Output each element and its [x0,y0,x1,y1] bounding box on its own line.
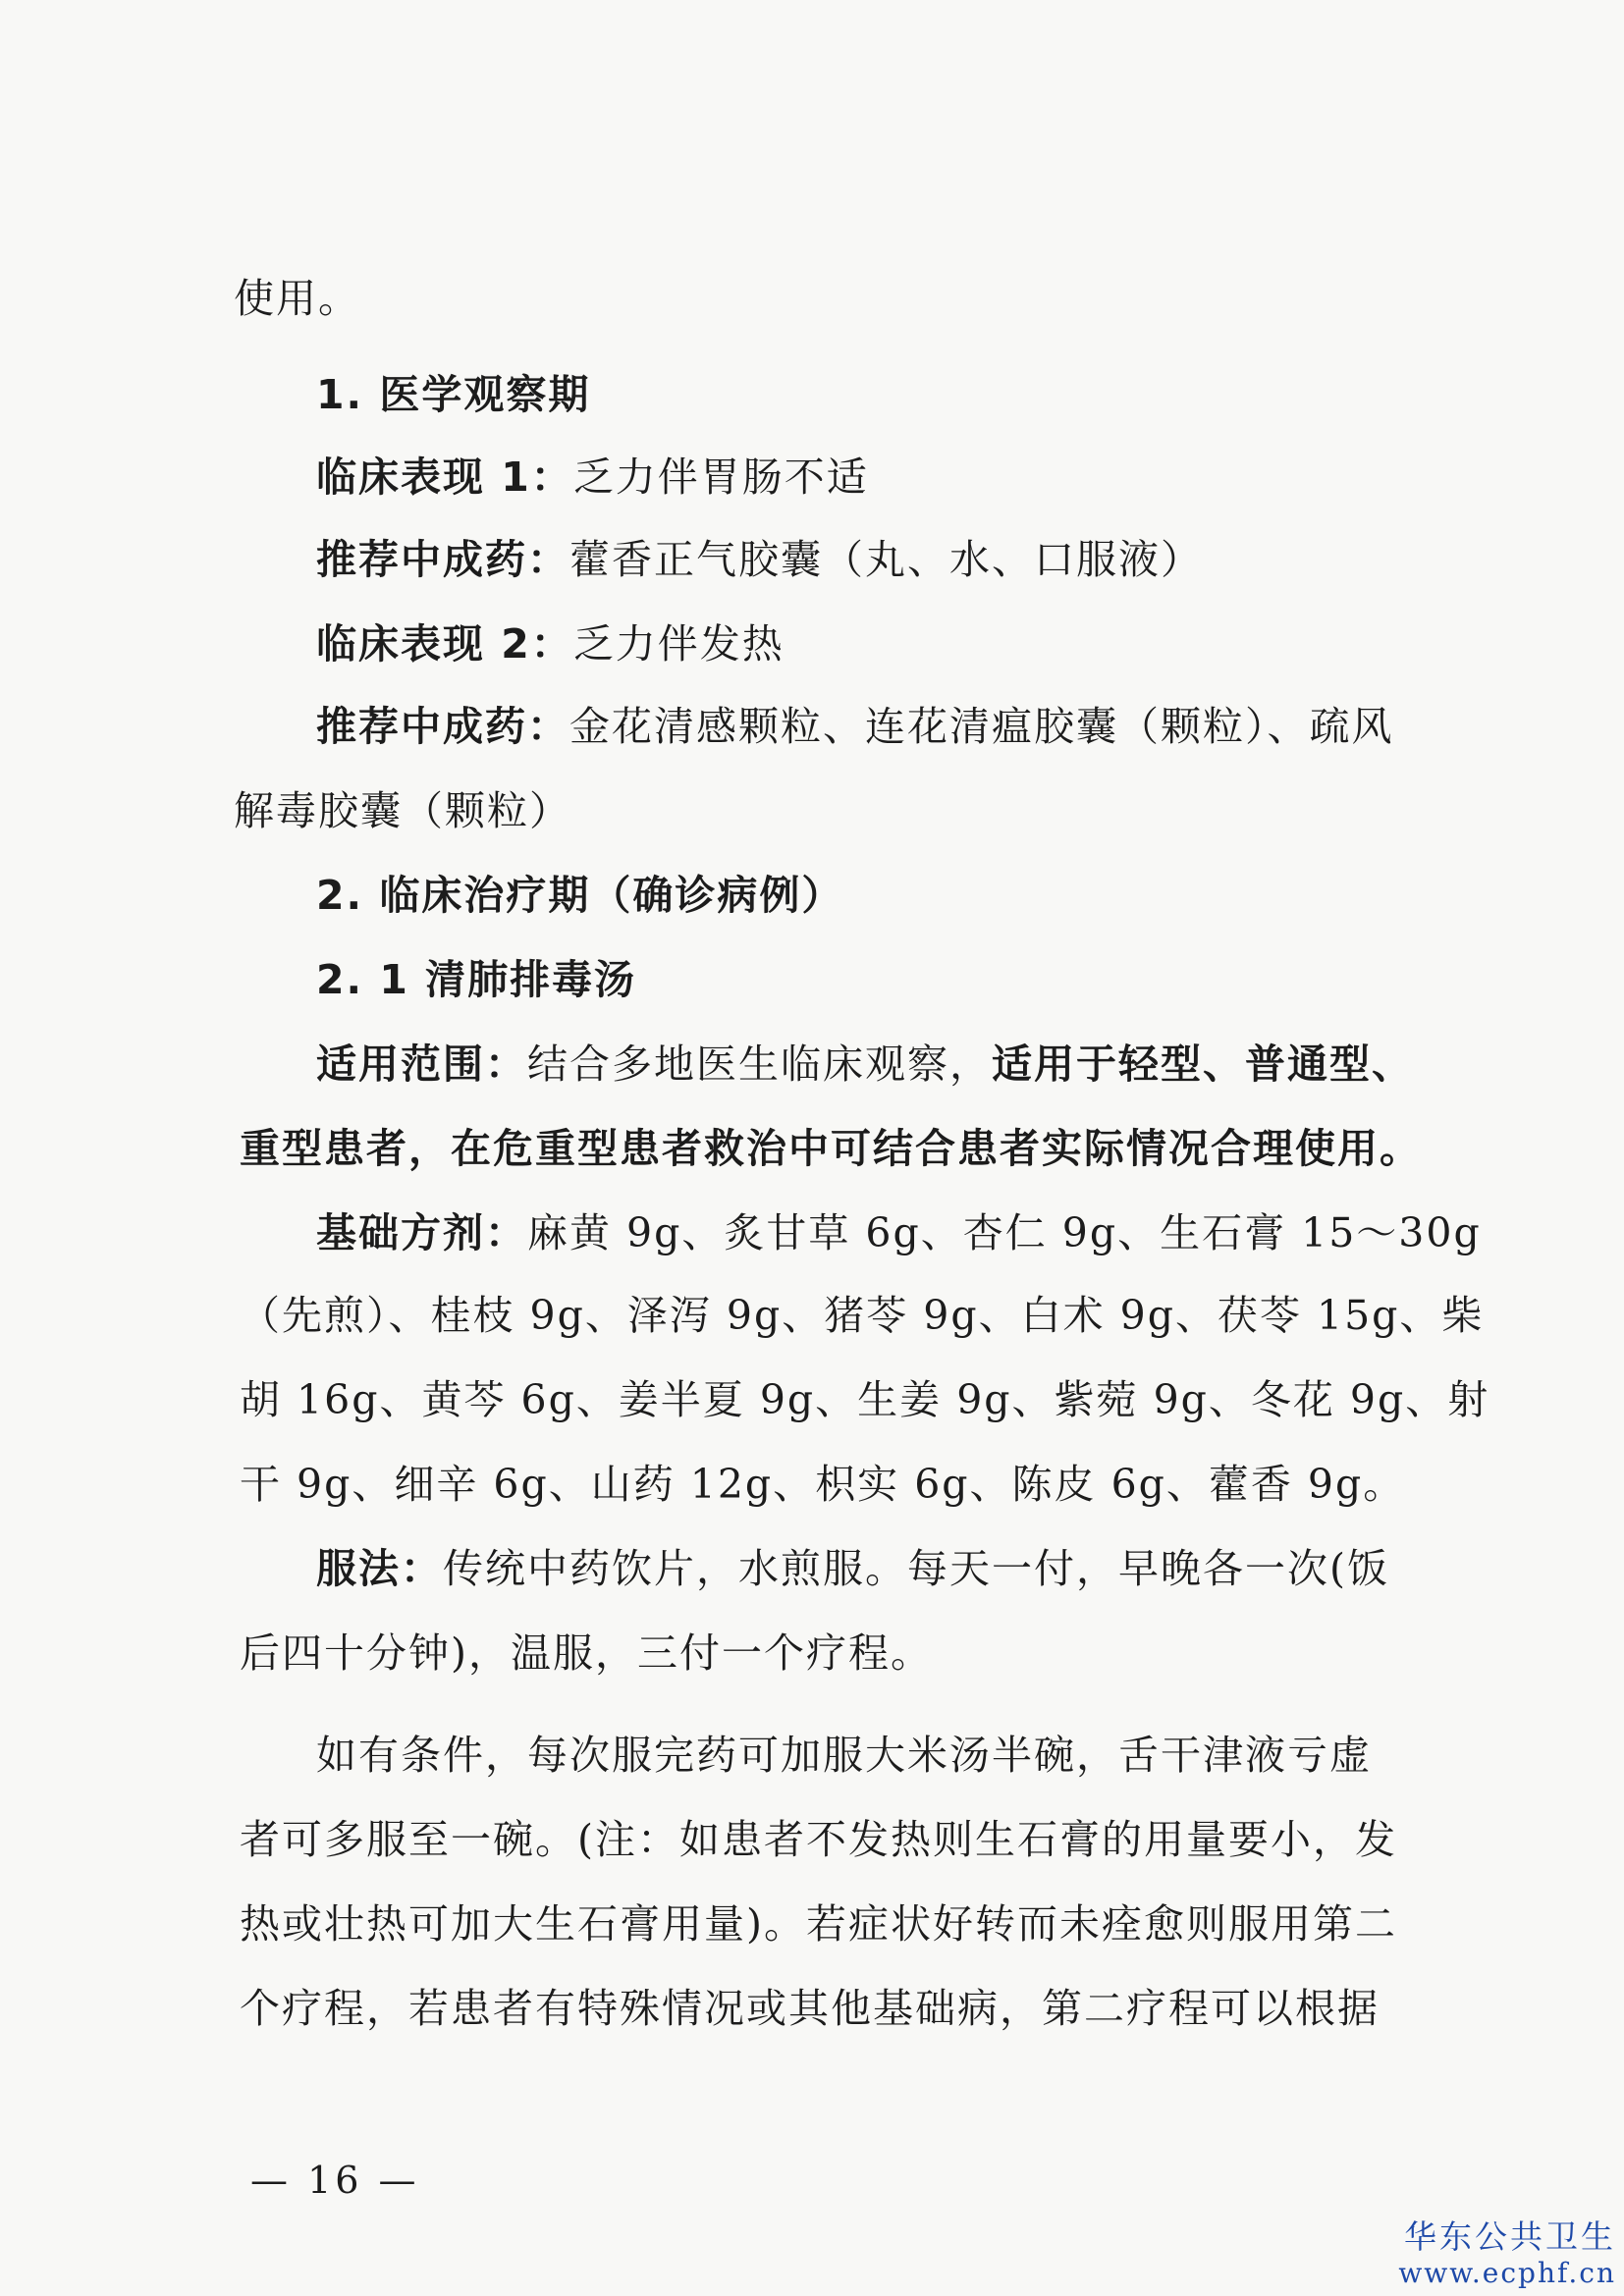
clinical-manifestation-1 [316,450,869,505]
text-scope-bold: 适用于轻型、普通型、 [992,1041,1414,1088]
text-clinical-2: 乏力伴发热 [572,620,785,667]
text-line-21: 个疗程，若患者有特殊情况或其他基础病，第二疗程可以根据 [240,1985,1380,2032]
label-clinical-1: 临床表现 1： [316,454,573,501]
formula-line-2 [240,1288,1484,1343]
label-recommended-1: 推荐中成药： [316,536,569,583]
formula-line-4 [240,1457,1405,1512]
paragraph-notes-4 [240,1981,1380,2036]
scope-of-application [316,1037,1414,1092]
label-administration: 服法： [316,1545,443,1592]
text-line-19: 者可多服至一碗。(注：如患者不发热则生石膏的用量要小，发 [240,1816,1397,1863]
paragraph-notes-1 [316,1728,1372,1783]
heading-medical-observation: 1. 医学观察期 [316,371,591,418]
text-line-18: 如有条件，每次服完药可加服大米汤半碗，舌干津液亏虚 [316,1732,1372,1779]
paragraph-notes-2 [240,1812,1397,1867]
watermark-url[interactable]: www.ecphf.cn [1398,2257,1616,2289]
text-line-15: 干 9g、细辛 6g、山药 12g、枳实 6g、陈皮 6g、藿香 9g。 [240,1461,1406,1508]
text-recommended-2: 金花清感颗粒、连花清瘟胶囊（颗粒）、疏风 [569,703,1394,750]
recommended-medicine-2-cont [234,783,571,838]
label-recommended-2: 推荐中成药： [316,703,569,750]
watermark-title: 华东公共卫生 [1404,2217,1616,2256]
text-clinical-1: 乏力伴胃肠不适 [572,454,869,501]
text-line-1: 使用。 [234,275,360,322]
subsection-heading-2-1 [316,952,636,1007]
recommended-medicine-1 [316,532,1203,587]
text-line-7: 解毒胶囊（颗粒） [234,787,571,834]
label-scope: 适用范围： [316,1041,527,1088]
text-line-11: 重型患者，在危重型患者救治中可结合患者实际情况合理使用。 [240,1125,1422,1172]
text-line-14: 胡 16g、黄芩 6g、姜半夏 9g、生姜 9g、紫菀 9g、冬花 9g、射 [240,1376,1490,1423]
label-clinical-2: 临床表现 2： [316,620,573,667]
administration [316,1541,1389,1596]
text-administration: 传统中药饮片，水煎服。每天一付，早晚各一次(饭 [443,1545,1389,1592]
text-line-17: 后四十分钟)，温服，三付一个疗程。 [240,1629,933,1677]
text-line-20: 热或壮热可加大生石膏用量)。若症状好转而未痊愈则服用第二 [240,1900,1397,1948]
section-heading-1 [316,367,590,422]
text-recommended-1: 藿香正气胶囊（丸、水、口服液） [569,536,1203,583]
scope-of-application-cont [240,1121,1422,1176]
text-line-13: （先煎）、桂枝 9g、泽泻 9g、猪苓 9g、白术 9g、茯苓 15g、柴 [240,1292,1485,1339]
recommended-medicine-2 [316,699,1394,754]
paragraph-notes-3 [240,1896,1397,1951]
watermark [1398,2217,1616,2290]
page-number: — 16 — [250,2159,420,2202]
heading-clinical-treatment: 2. 临床治疗期（确诊病例） [316,872,844,919]
clinical-manifestation-2 [316,616,785,671]
base-formula [316,1205,1482,1260]
text-formula: 麻黄 9g、炙甘草 6g、杏仁 9g、生石膏 15～30g [527,1209,1482,1256]
formula-line-3 [240,1372,1489,1427]
section-heading-2 [316,868,843,923]
label-formula: 基础方剂： [316,1209,527,1256]
heading-qingfei-paidu: 2. 1 清肺排毒汤 [316,956,637,1003]
text-scope: 结合多地医生临床观察， [527,1041,992,1088]
administration-cont [240,1626,933,1681]
paragraph-continuation [234,271,360,326]
